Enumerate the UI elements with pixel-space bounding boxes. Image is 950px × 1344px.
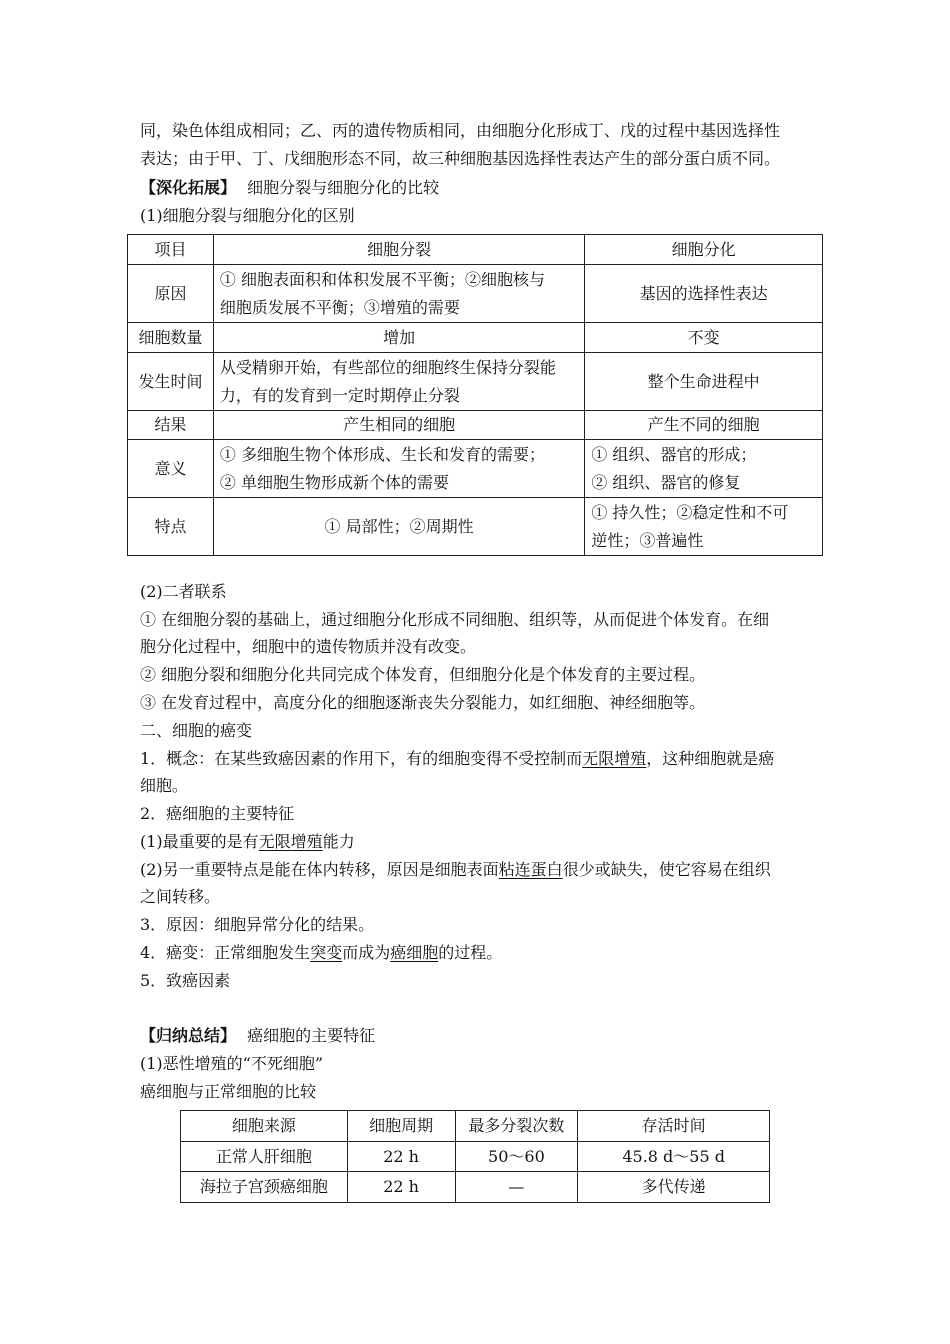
table-cell: 22 h xyxy=(347,1172,455,1203)
table-cell: 整个生命进程中 xyxy=(585,353,823,411)
deep-title: 细胞分裂与细胞分化的比较 xyxy=(247,178,440,197)
table-cell: ① 组织、器官的形成； ② 组织、器官的修复 xyxy=(585,440,823,498)
link-line: 胞分化过程中，细胞中的遗传物质并没有改变。 xyxy=(140,637,477,656)
table-cell: ① 持久性；②稳定性和不可 逆性；③普遍性 xyxy=(585,498,823,556)
underlined-answer: 粘连蛋白 xyxy=(498,860,563,879)
table-header-cell: 细胞周期 xyxy=(347,1111,455,1142)
row-label: 意义 xyxy=(128,440,214,498)
section-heading: 二、细胞的癌变 xyxy=(140,721,253,740)
table-header-cell: 细胞分裂 xyxy=(213,235,584,265)
table-cell: 不变 xyxy=(585,323,823,353)
feature-heading: 2．癌细胞的主要特征 xyxy=(140,804,295,823)
summary-tag: 【归纳总结】 xyxy=(140,1026,237,1045)
table-header-cell: 最多分裂次数 xyxy=(455,1111,578,1142)
summary-title: 癌细胞的主要特征 xyxy=(247,1026,376,1045)
table-cell: 产生不同的细胞 xyxy=(585,411,823,440)
link-line: ② 细胞分裂和细胞分化共同完成个体发育，但细胞分化是个体发育的主要过程。 xyxy=(140,665,706,684)
table-cell: ① 细胞表面积和体积发展不平衡；②细胞核与 细胞质发展不平衡；③增殖的需要 xyxy=(213,265,584,323)
row-label: 结果 xyxy=(128,411,214,440)
comparison-table xyxy=(127,234,823,556)
underlined-answer: 癌细胞 xyxy=(390,943,439,962)
row-label: 细胞数量 xyxy=(128,323,214,353)
underlined-answer: 无限增殖 xyxy=(258,832,323,851)
deep-tag: 【深化拓展】 xyxy=(140,178,237,197)
table-header-cell: 项目 xyxy=(128,235,214,265)
subheading-2: (2)二者联系 xyxy=(140,582,227,601)
table-cell: 多代传递 xyxy=(578,1172,770,1203)
table-cell: 产生相同的细胞 xyxy=(213,411,584,440)
compare-title: 癌细胞与正常细胞的比较 xyxy=(140,1082,317,1101)
table-cell: 增加 xyxy=(213,323,584,353)
table-cell: 正常人肝细胞 xyxy=(181,1142,348,1172)
table-cell: 22 h xyxy=(347,1142,455,1172)
factor-line: 5．致癌因素 xyxy=(140,971,231,990)
para-line: 表达；由于甲、丁、戊细胞形态不同，故三种细胞基因选择性表达产生的部分蛋白质不同。 xyxy=(140,149,781,168)
feature-line: 之间转移。 xyxy=(140,887,221,906)
link-line: ① 在细胞分裂的基础上，通过细胞分化形成不同细胞、组织等，从而促进个体发育。在细 xyxy=(140,610,770,629)
underlined-answer: 突变 xyxy=(310,943,343,962)
table-cell: 海拉子宫颈癌细胞 xyxy=(181,1172,348,1203)
concept-line: 细胞。 xyxy=(140,776,189,795)
table-cell: ① 多细胞生物个体形成、生长和发育的需要； ② 单细胞生物形成新个体的需要 xyxy=(213,440,584,498)
table-header-cell: 细胞分化 xyxy=(585,235,823,265)
table-cell: — xyxy=(455,1172,578,1203)
table-cell: 基因的选择性表达 xyxy=(585,265,823,323)
summary-sub: (1)恶性增殖的“不死细胞” xyxy=(140,1054,324,1073)
link-line: ③ 在发育过程中，高度分化的细胞逐渐丧失分裂能力，如红细胞、神经细胞等。 xyxy=(140,693,706,712)
cell-compare-table xyxy=(180,1110,770,1203)
cause-line: 3．原因：细胞异常分化的结果。 xyxy=(140,915,375,934)
table-cell: ① 局部性；②周期性 xyxy=(213,498,584,556)
table-cell: 从受精卵开始，有些部位的细胞终生保持分裂能 力，有的发育到一定时期停止分裂 xyxy=(213,353,584,411)
row-label: 原因 xyxy=(128,265,214,323)
subheading-1: (1)细胞分裂与细胞分化的区别 xyxy=(140,206,355,225)
concept-line: 1．概念：在某些致癌因素的作用下，有的细胞变得不受控制而无限增殖，这种细胞就是癌 xyxy=(140,749,775,768)
table-header-cell: 存活时间 xyxy=(578,1111,770,1142)
para-line: 同，染色体组成相同；乙、丙的遗传物质相同，由细胞分化形成丁、戊的过程中基因选择性 xyxy=(140,121,781,140)
deep-heading xyxy=(140,177,439,199)
feature-line: (1)最重要的是有无限增殖能力 xyxy=(140,832,355,851)
row-label: 发生时间 xyxy=(128,353,214,411)
cancer-line: 4．癌变：正常细胞发生突变而成为癌细胞的过程。 xyxy=(140,943,503,962)
row-label: 特点 xyxy=(128,498,214,556)
underlined-answer: 无限增殖 xyxy=(582,749,647,768)
table-header-cell: 细胞来源 xyxy=(181,1111,348,1142)
table-cell: 50～60 xyxy=(455,1142,578,1172)
feature-line: (2)另一重要特点是能在体内转移，原因是细胞表面粘连蛋白很少或缺失，使它容易在组织 xyxy=(140,860,771,879)
summary-heading xyxy=(140,1025,375,1047)
table-cell: 45.8 d～55 d xyxy=(578,1142,770,1172)
